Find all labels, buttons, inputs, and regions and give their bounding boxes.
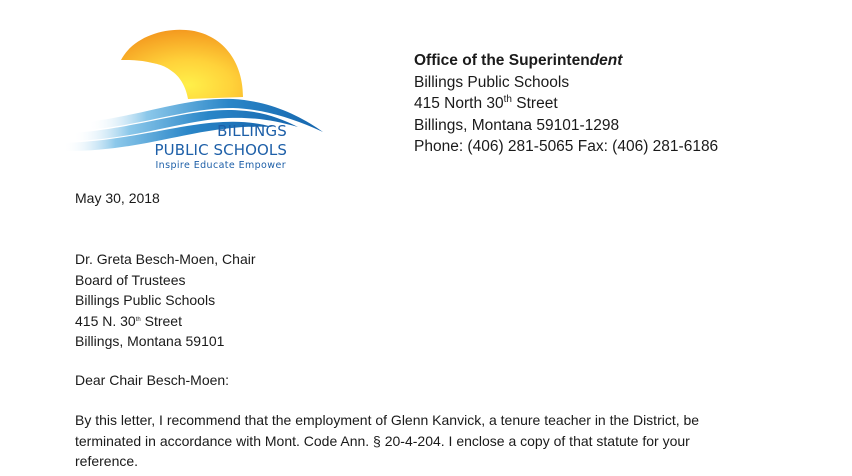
office-organization: Billings Public Schools	[414, 73, 570, 91]
recipient-street	[75, 311, 256, 332]
logo-name-line1: BILLINGS	[217, 122, 287, 140]
recipient-address-block	[75, 249, 256, 352]
office-street-ordinal: th	[503, 94, 512, 105]
office-title	[414, 50, 718, 72]
body-line: reference.	[75, 453, 139, 469]
body-paragraph	[75, 410, 795, 472]
letter-date: May 30, 2018	[75, 190, 160, 206]
office-title-regular: Office of the Superinten	[414, 52, 590, 69]
office-city-state-zip: Billings, Montana 59101-1298	[414, 116, 620, 134]
body-line: terminated in accordance with Mont. Code Ann. § 20-4-204. I enclose a copy of that statute for your	[75, 432, 690, 449]
office-street-name: Street	[511, 95, 558, 112]
district-logo	[58, 2, 328, 174]
recipient-street-name: Street	[140, 312, 182, 329]
office-phone-fax: Phone: (406) 281-5065 Fax: (406) 281-6186	[414, 138, 719, 155]
sun-shape	[121, 30, 243, 99]
office-street	[414, 93, 718, 115]
logo-name-line2: PUBLIC SCHOOLS	[154, 141, 287, 159]
recipient-name: Dr. Greta Besch-Moen, Chair	[75, 251, 256, 267]
recipient-organization: Billings Public Schools	[75, 292, 216, 308]
salutation: Dear Chair Besch-Moen:	[75, 372, 230, 388]
office-street-number: 415 North 30	[414, 95, 504, 112]
office-address-block	[414, 50, 718, 158]
body-line: By this letter, I recommend that the employment of Glenn Kanvick, a tenure teacher in the District, be	[75, 412, 700, 428]
office-title-italic: dent	[589, 52, 623, 69]
recipient-title: Board of Trustees	[75, 271, 186, 288]
logo-tagline: Inspire Educate Empower	[155, 160, 286, 171]
recipient-street-ordinal: th	[135, 316, 141, 323]
recipient-city-state-zip: Billings, Montana 59101	[75, 333, 225, 349]
recipient-street-number: 415 N. 30	[75, 312, 136, 329]
